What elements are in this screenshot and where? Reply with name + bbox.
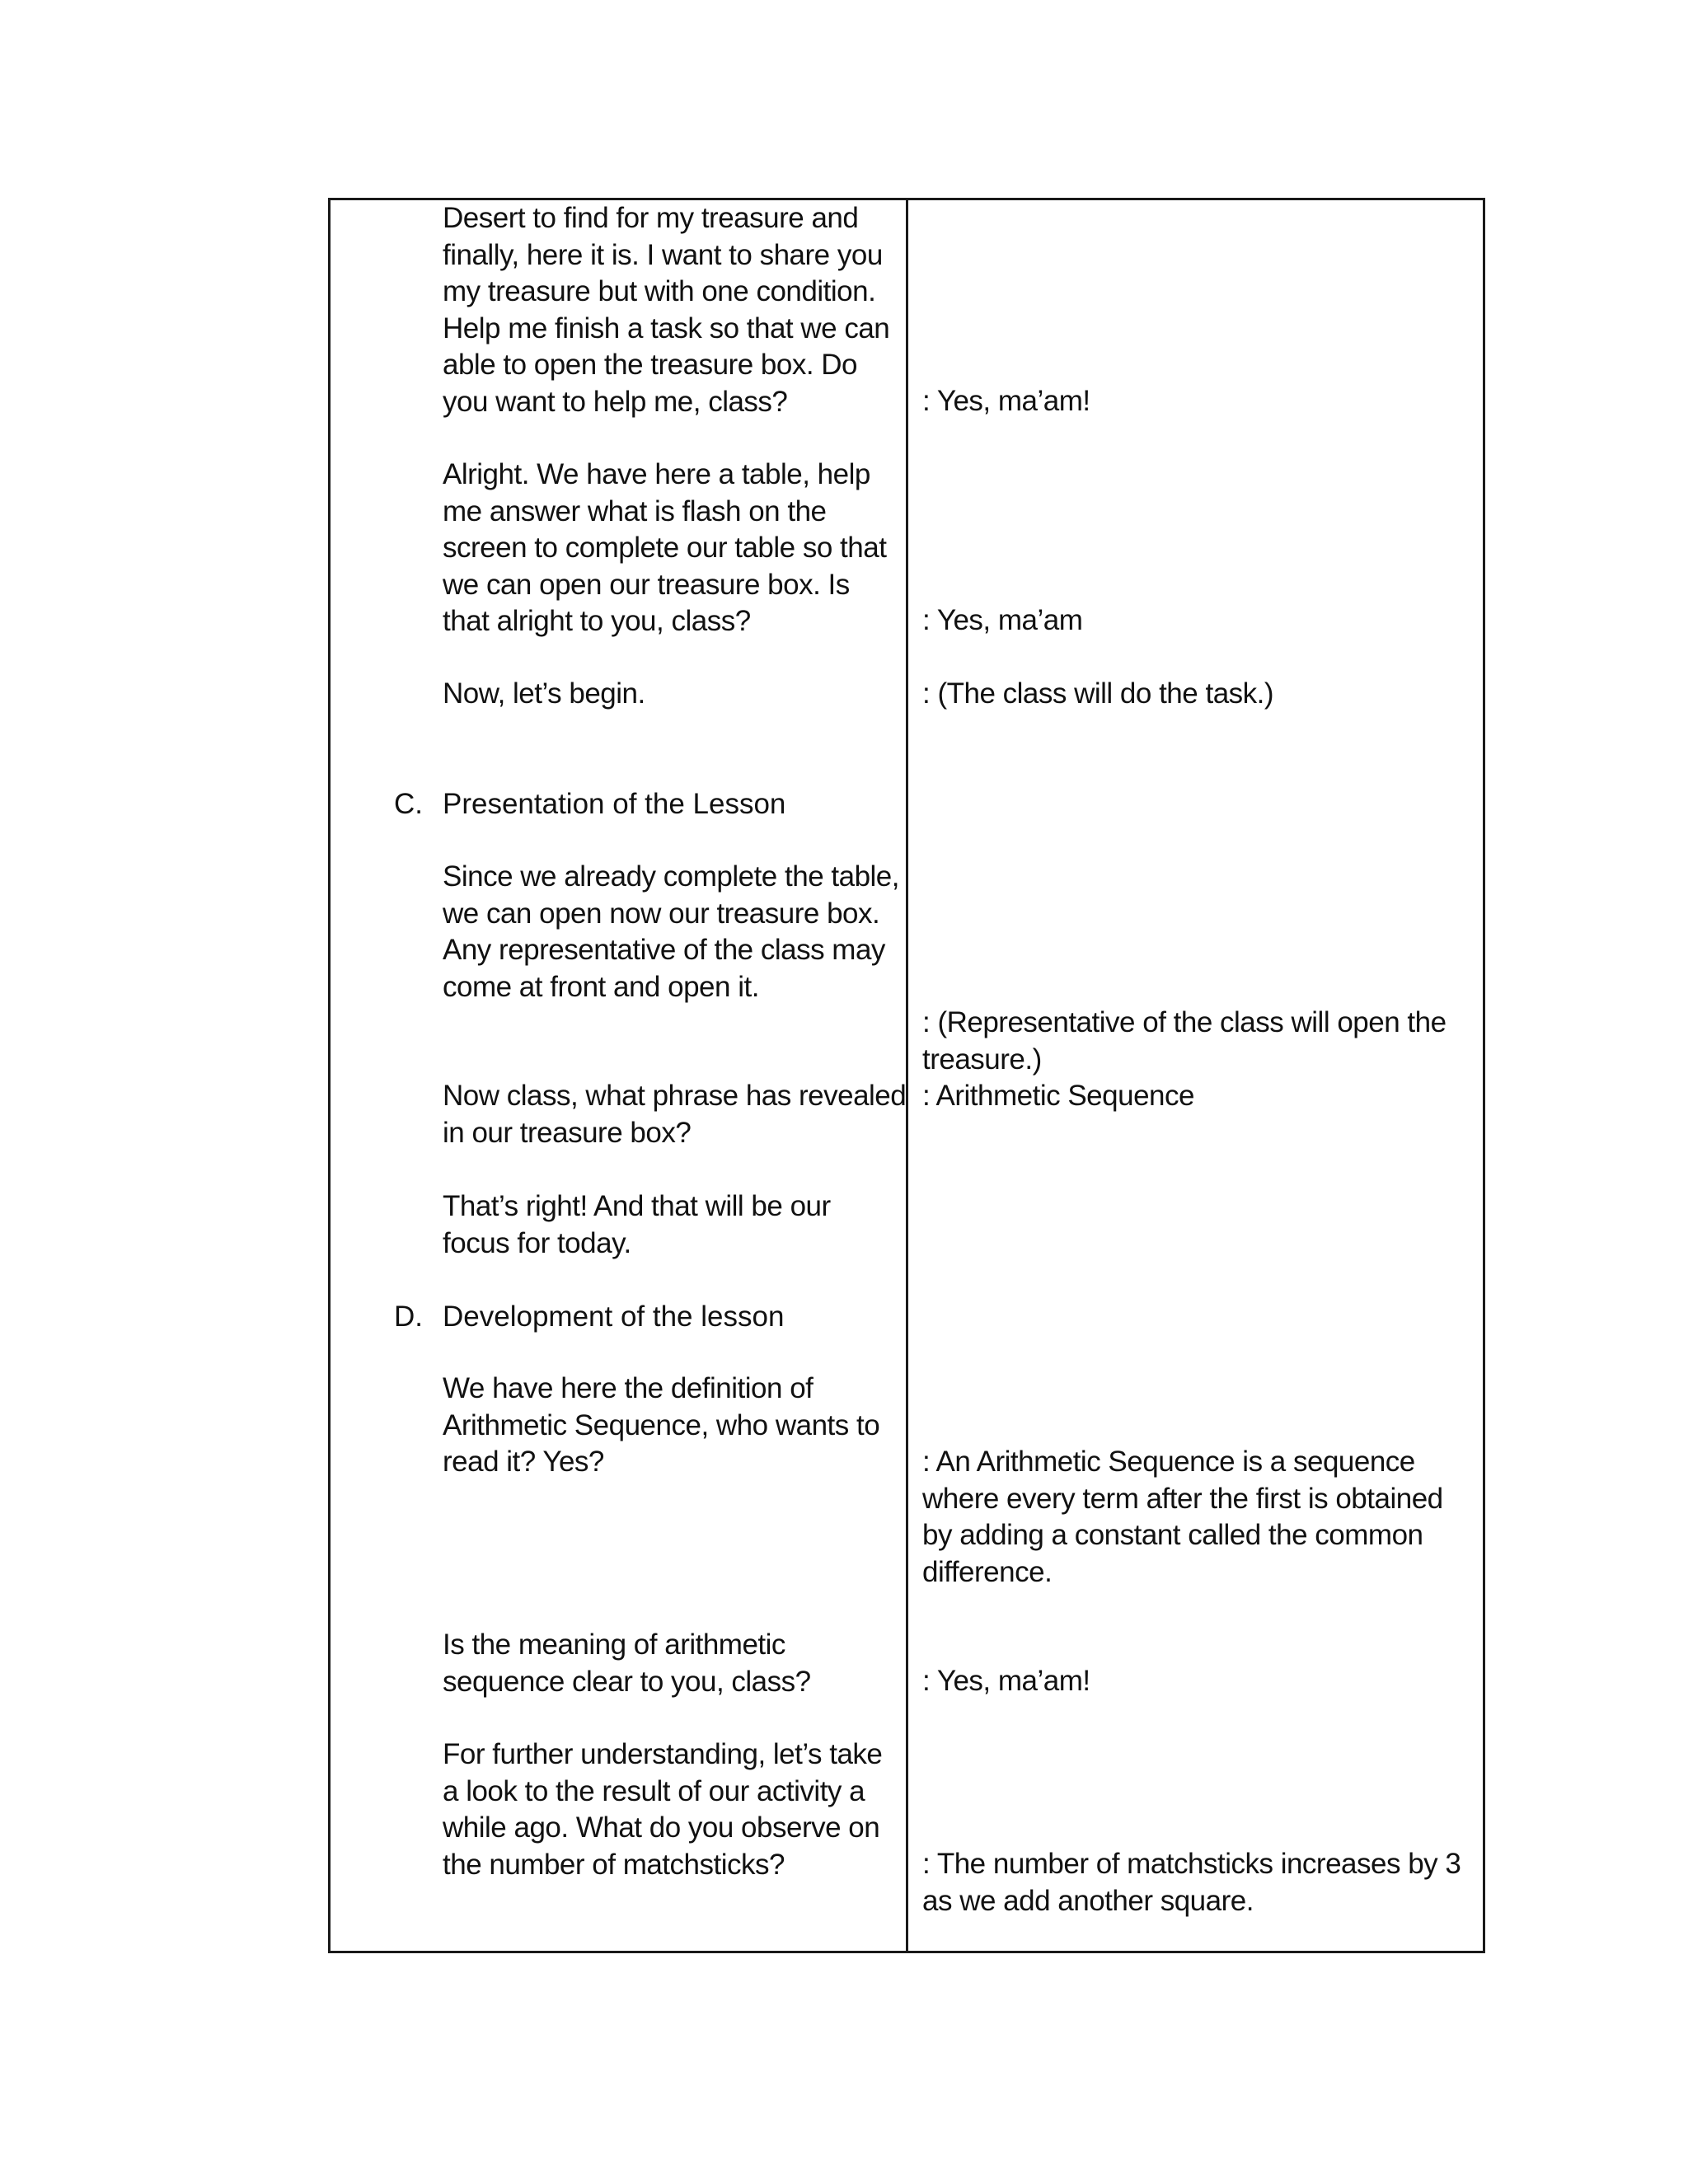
lesson-plan-table: Desert to find for my treasure and finally, here it is. I want to share you my treasure but with one condition. Help me finish a task so that we can able to open the treasure box. Do you want to help me, class? Alright. We have here a table, help me answer what is flash on the screen to complete our table so that we can open our treasure box. Is that alright to you, class? Now, let’s begin. C. Presentation of the Lesson Since we already complete the table, we can open now our treasure box. Any representative of the class may come at front and open it. Now class, what phrase has revealed in our treasure box? That’s right! And that will be our focus for today. D. Development of the lesson We have here the definition of Arithmetic Sequence, who wants to read it? Yes? Is the meaning of arithmetic sequence clear to you, class? For further understanding, let’s take a look to the result of our activity a while ago. What do you observe on the number of matchsticks? : Yes, ma’am! : Yes, ma’am : (The class will do the task.) : (Representative of the class will open the treasure.) : Arithmetic Sequence : An Arithmetic Sequence is a sequence where every term after the first is obtained by adding a constant called the common difference. : Yes, ma’am! : The number of matchsticks increases by 3 as we add another square. <box>328 198 1485 1953</box>
student-response: : Arithmetic Sequence <box>922 1080 1194 1112</box>
student-response: : Yes, ma’am! <box>922 385 1090 417</box>
teacher-dialogue: Now class, what phrase has revealed in our treasure box? <box>443 1080 907 1149</box>
teacher-dialogue: Desert to find for my treasure and finally, here it is. I want to share you my treasure but with one condition. Help me finish a task so that we can able to open the treasure box. Do you want to help me, class? <box>443 202 890 418</box>
teacher-dialogue: We have here the definition of Arithmetic Sequence, who wants to read it? Yes? <box>443 1372 880 1478</box>
student-response: : The number of matchsticks increases by 3 as we add another square. <box>922 1848 1461 1917</box>
teacher-dialogue: Now, let’s begin. <box>443 677 645 710</box>
student-response: : Yes, ma’am! <box>922 1665 1090 1697</box>
student-response: : (Representative of the class will open the treasure.) <box>922 1006 1447 1076</box>
student-response: : Yes, ma’am <box>922 604 1083 636</box>
student-response: : (The class will do the task.) <box>922 677 1274 710</box>
teacher-dialogue: Since we already complete the table, we can open now our treasure box. Any representative of the class may come at front and open it. <box>443 860 899 1003</box>
column-divider <box>906 200 908 1951</box>
teacher-dialogue: Is the meaning of arithmetic sequence clear to you, class? <box>443 1629 811 1698</box>
teacher-dialogue: That’s right! And that will be our focus for today. <box>443 1190 831 1259</box>
teacher-dialogue: Alright. We have here a table, help me answer what is flash on the screen to complete our table so that we can open our treasure box. Is that alright to you, class? <box>443 458 887 637</box>
student-response: : An Arithmetic Sequence is a sequence where every term after the first is obtained by adding a constant called the common difference. <box>922 1446 1443 1588</box>
teacher-dialogue: For further understanding, let’s take a look to the result of our activity a while ago. What do you observe on the number of matchsticks? <box>443 1738 883 1881</box>
